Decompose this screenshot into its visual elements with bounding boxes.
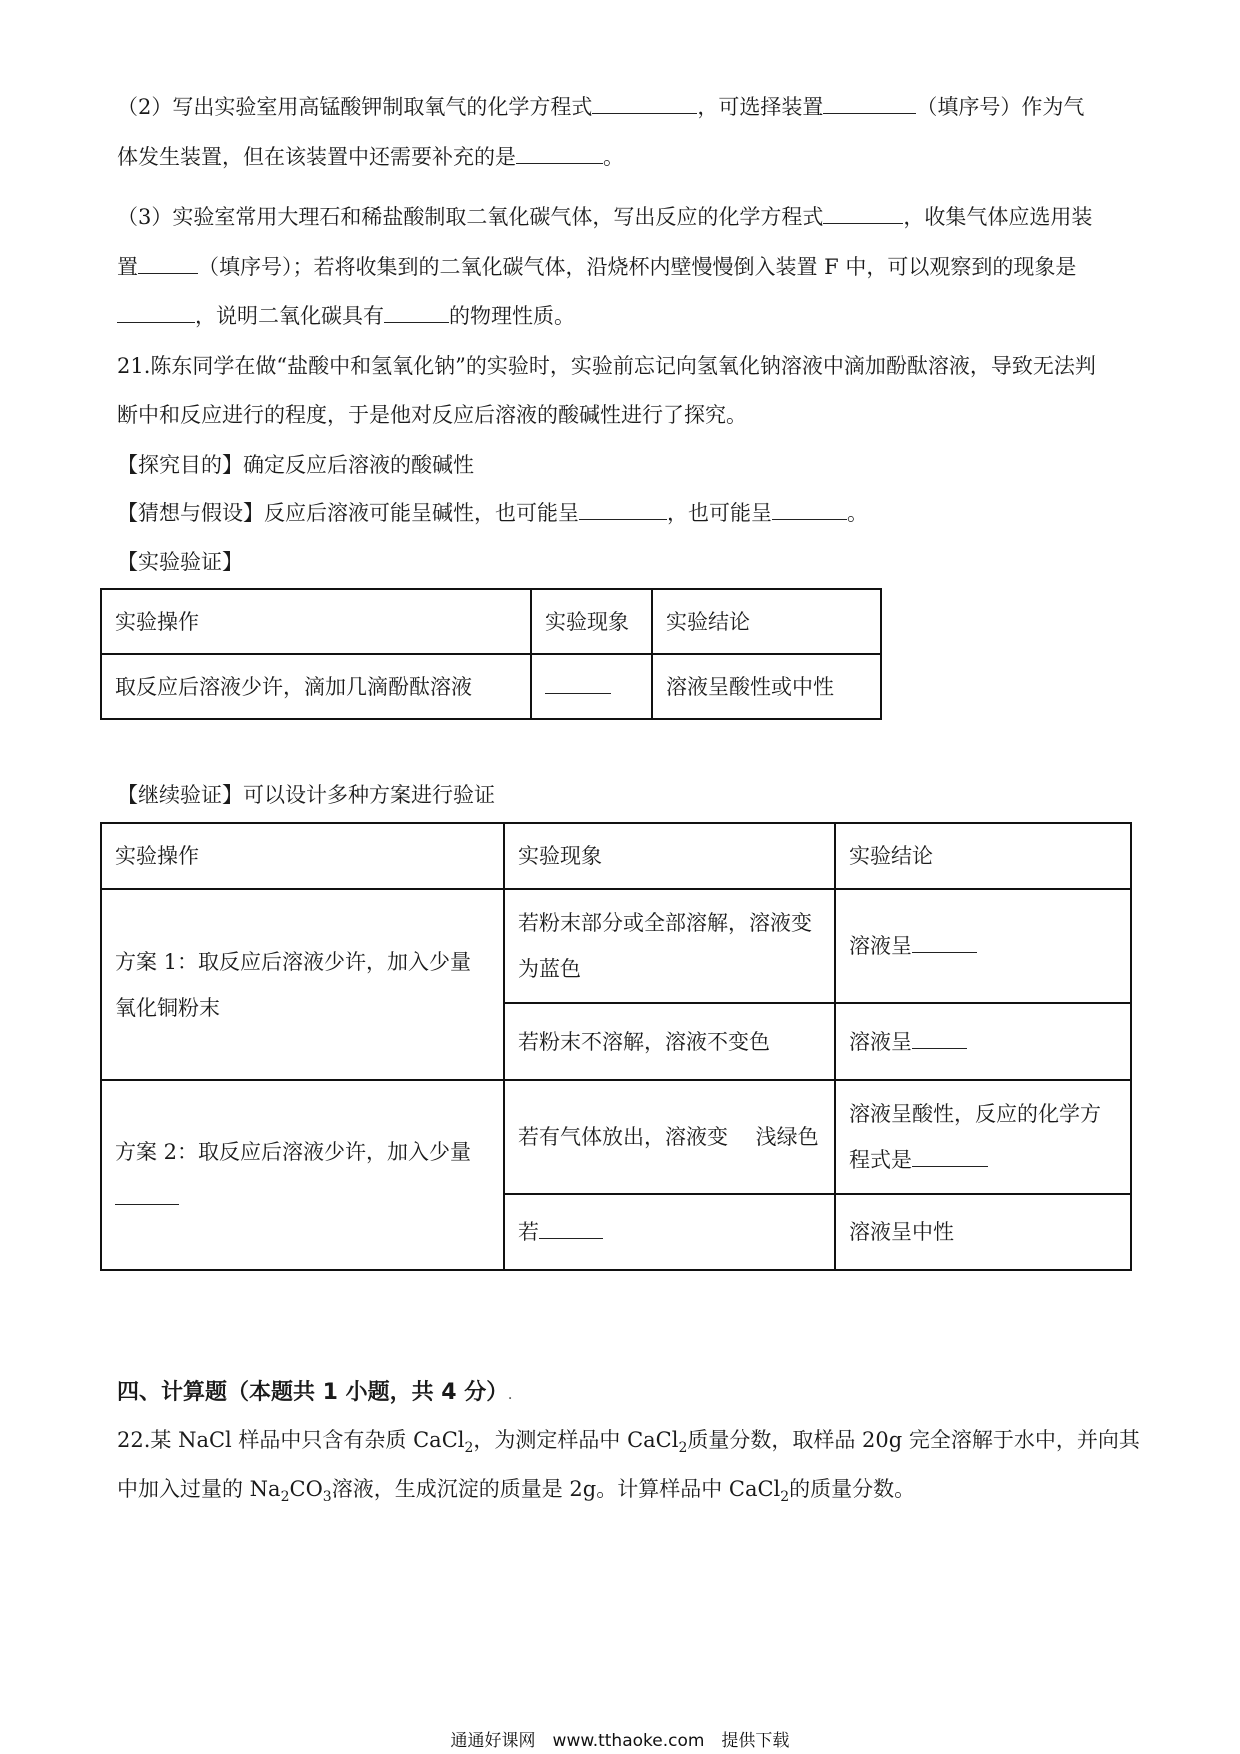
q20-part2-line1: （2）写出实验室用高锰酸钾制取氧气的化学方程式 ，可选择装置 （填序号）作为气 (117, 95, 1085, 119)
answer-blank[interactable] (545, 673, 611, 694)
answer-blank[interactable] (912, 932, 977, 953)
header-cell: 实验现象 (531, 589, 652, 654)
answer-blank[interactable] (539, 1218, 603, 1239)
q21-intro-line2: 断中和反应进行的程度，于是他对反应后溶液的酸碱性进行了探究。 (117, 403, 747, 427)
table-cell (531, 654, 652, 719)
q21-purpose: 【探究目的】确定反应后溶液的酸碱性 (117, 453, 474, 477)
answer-blank[interactable] (115, 1184, 179, 1205)
answer-blank[interactable] (772, 499, 847, 520)
plan2-operation-cell: 方案 2：取反应后溶液少许，加入少量 (101, 1080, 504, 1270)
table-header-row (101, 823, 1131, 889)
answer-blank[interactable] (117, 302, 195, 323)
header-cell: 实验结论 (652, 589, 881, 654)
plan1-observation1-cell: 若粉末部分或全部溶解，溶液变 为蓝色 (504, 889, 835, 1003)
answer-blank[interactable] (516, 143, 603, 164)
experiment-verify-table (100, 588, 882, 720)
page-footer: 通通好课网 www.tthaoke.com 提供下载 (450, 1731, 790, 1751)
q20-part3-line3: ，说明二氧化碳具有 的物理性质。 (117, 301, 1137, 331)
q21-verify-title: 【实验验证】 (117, 550, 243, 574)
q20-part3-line1: （3）实验室常用大理石和稀盐酸制取二氧化碳气体，写出反应的化学方程式 ，收集气体应选用装 (117, 205, 1093, 229)
answer-blank[interactable] (912, 1146, 988, 1167)
plan2-observation1-cell: 若有气体放出，溶液变 浅绿色 (504, 1080, 835, 1194)
plan2-observation2-cell: 若 (504, 1194, 835, 1270)
answer-blank[interactable] (823, 203, 903, 224)
answer-blank[interactable] (579, 499, 667, 520)
header-cell: 实验现象 (504, 823, 835, 889)
q22-line2: 中加入过量的 $Na_2CO_3$溶液，生成沉淀的质量是 2g。计算样品中 CaCl$_2$的质量分数。 (117, 1477, 916, 1505)
plan1-observation2-cell: 若粉末不溶解，溶液不变色 (504, 1003, 835, 1080)
q20-part3-line2: 置 （填序号）；若将收集到的二氧化碳气体，沿烧杯内壁慢慢倒入装置 F 中，可以观察到的现象是 (117, 255, 1077, 279)
table-row (101, 1080, 1131, 1194)
section4-heading: 四、计算题（本题共 1 小题，共 4 分）. (117, 1380, 513, 1405)
table-header-row (101, 589, 881, 654)
q22-line1: 22.某 NaCl 样品中只含有杂质 CaCl$_2$，为测定样品中 CaCl$_2$质量分数，取样品 20g 完全溶解于水中，并向其 (117, 1428, 1140, 1456)
plan1-conclusion2-cell: 溶液呈 (835, 1003, 1131, 1080)
answer-blank[interactable] (138, 253, 198, 274)
header-cell: 实验操作 (101, 589, 531, 654)
header-cell: 实验结论 (835, 823, 1131, 889)
table-row (101, 654, 881, 719)
answer-blank[interactable] (384, 302, 449, 323)
plan1-conclusion1-cell: 溶液呈 (835, 889, 1131, 1003)
answer-blank[interactable] (823, 93, 916, 114)
table-row (101, 889, 1131, 1003)
q20-part2-line2: 体发生装置，但在该装置中还需要补充的是 。 (117, 145, 624, 169)
plan2-conclusion2-cell: 溶液呈中性 (835, 1194, 1131, 1270)
header-cell: 实验操作 (101, 823, 504, 889)
plan2-conclusion1-cell: 溶液呈酸性，反应的化学方 程式是 (835, 1080, 1131, 1194)
q21-intro-line1: 21.陈东同学在做“盐酸中和氢氧化钠”的实验时，实验前忘记向氢氧化钠溶液中滴加酚酞溶液，导致无法判 (117, 354, 1096, 378)
plan1-operation-cell: 方案 1：取反应后溶液少许，加入少量 氧化铜粉末 (101, 889, 504, 1080)
q21-continue-title: 【继续验证】可以设计多种方案进行验证 (117, 783, 495, 807)
table-cell: 取反应后溶液少许，滴加几滴酚酞溶液 (101, 654, 531, 719)
q21-hypothesis: 【猜想与假设】反应后溶液可能呈碱性，也可能呈 ，也可能呈 。 (117, 501, 868, 525)
table-cell: 溶液呈酸性或中性 (652, 654, 881, 719)
answer-blank[interactable] (592, 93, 697, 114)
continue-verify-table (100, 822, 1132, 1271)
answer-blank[interactable] (912, 1028, 967, 1049)
